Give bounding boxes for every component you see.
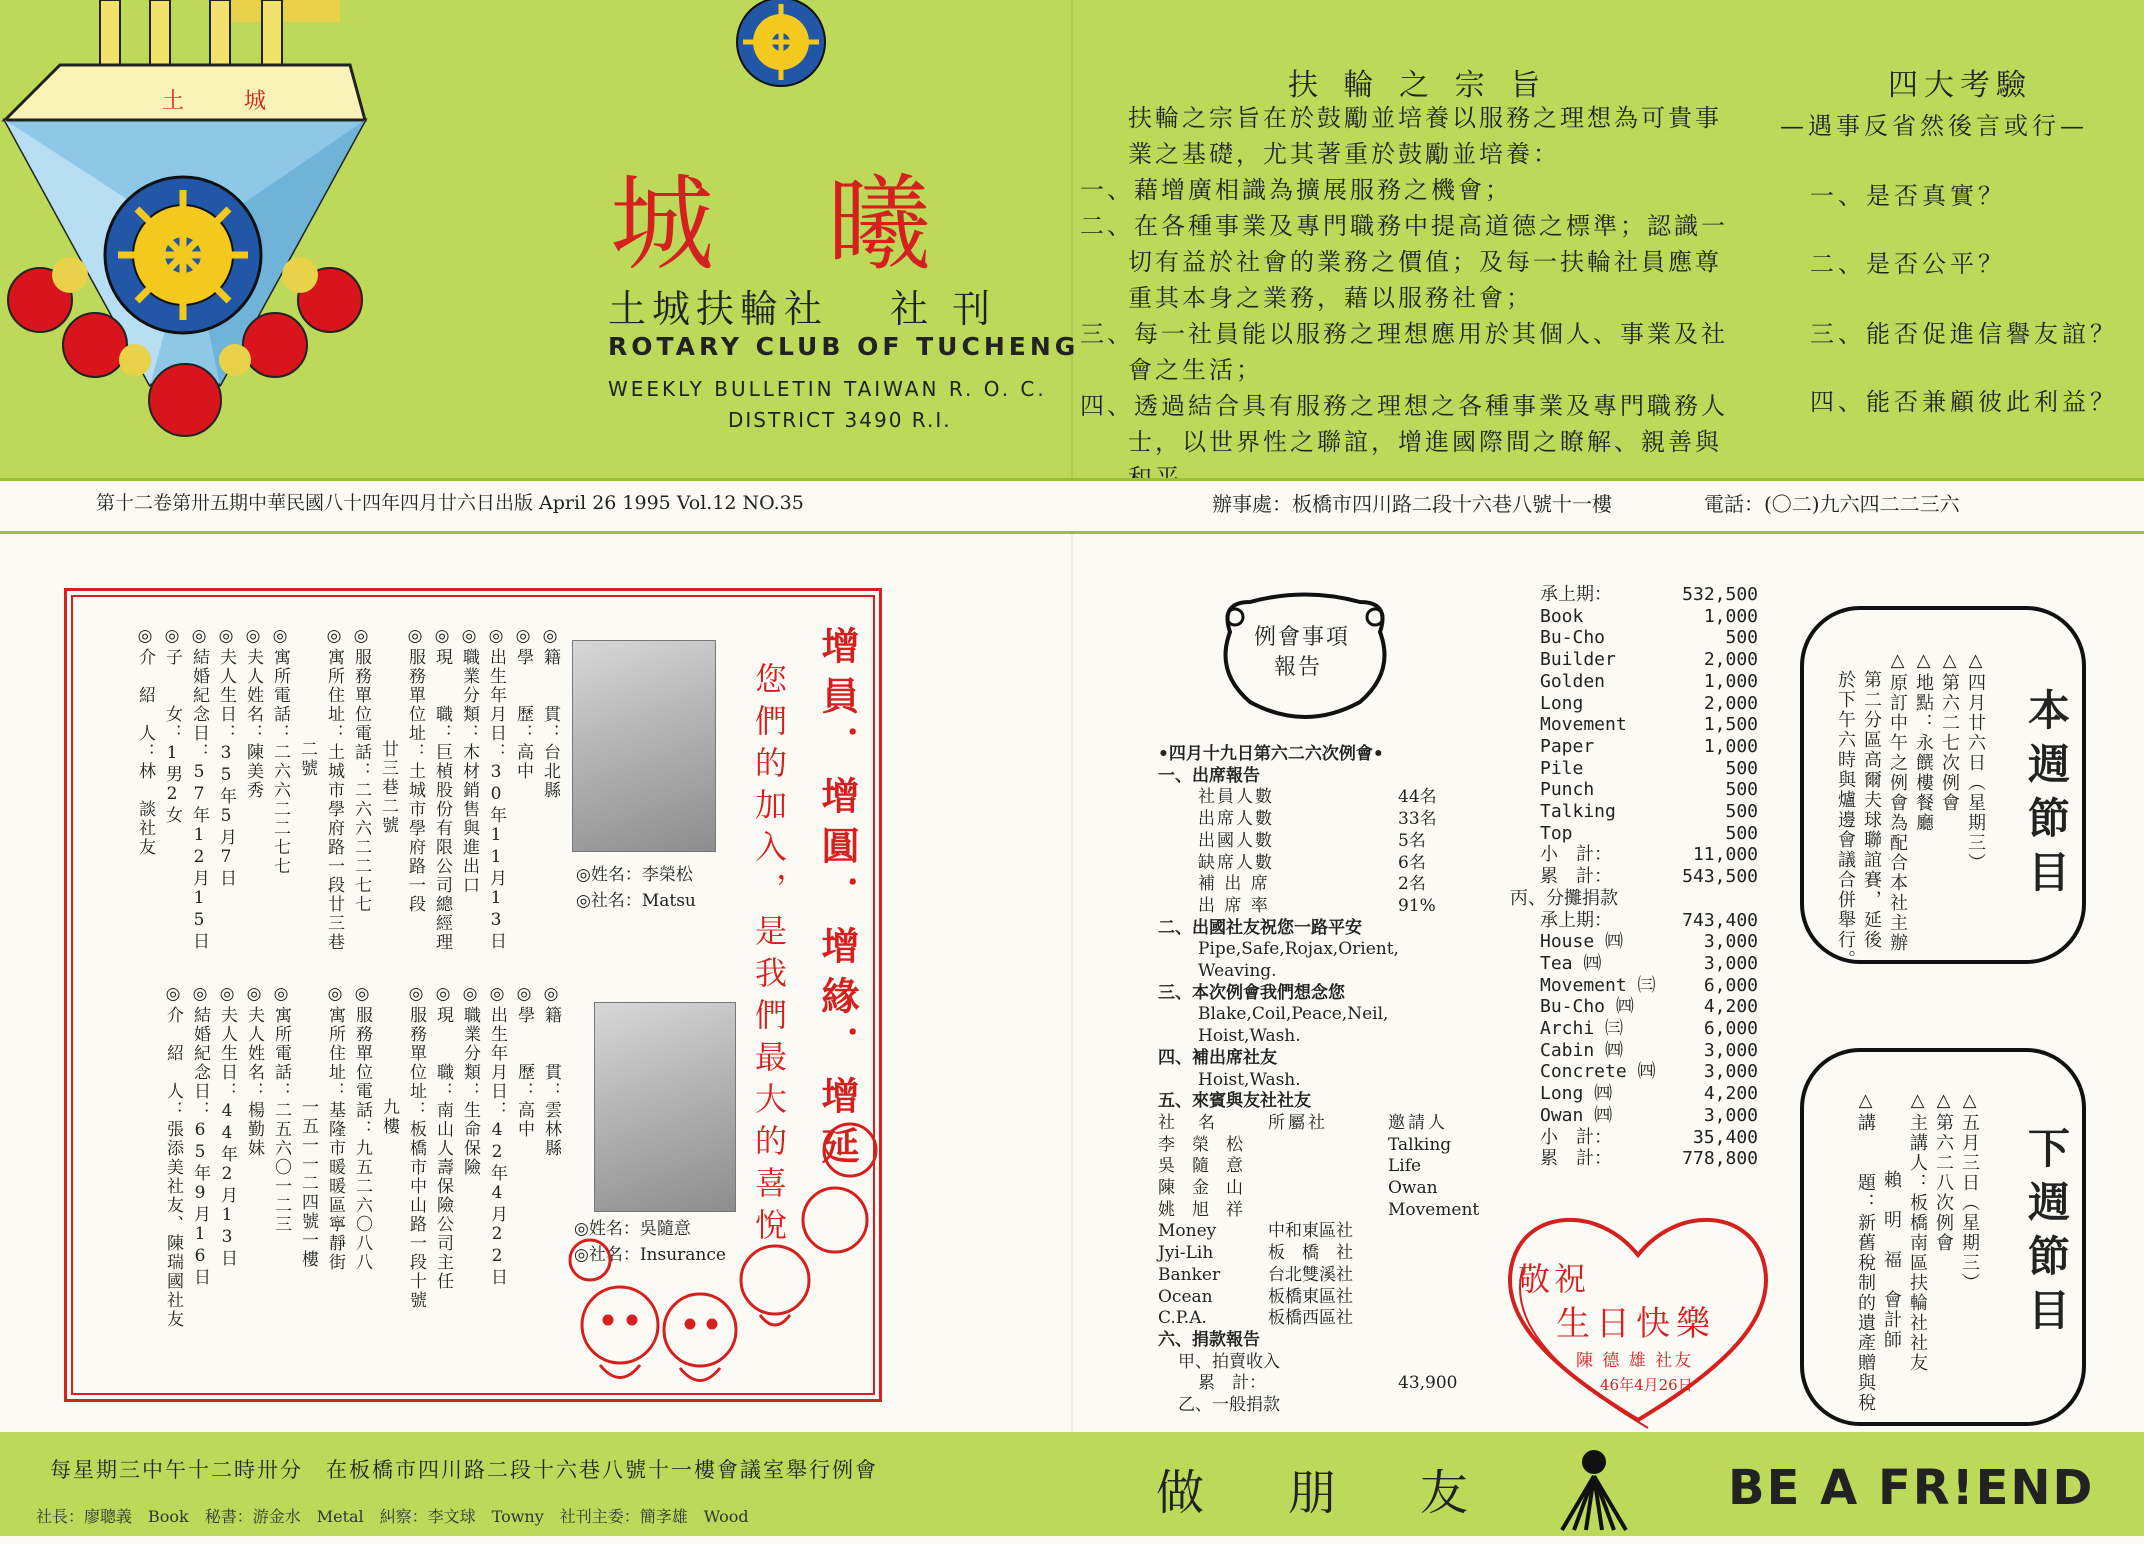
finance-row-value: 3,000	[1703, 1039, 1758, 1061]
member2-club-name: ◎社名：Insurance	[574, 1245, 726, 1265]
finance-row	[1510, 779, 1758, 801]
member2-detail-line: ◎寓所電話：二五六〇一二三	[271, 984, 291, 1234]
office-phone: 電話：(〇二)九六四二二三六	[1704, 492, 1960, 516]
mission-line: 三、每一社員能以服務之理想應用於其個人、事業及社	[1080, 320, 1728, 348]
this-week-line: 第二分區高爾夫球聯誼賽，延後	[1861, 650, 1882, 950]
sec4-line: Hoist,Wash.	[1198, 1069, 1301, 1090]
finance-row-value: 6,000	[1703, 1018, 1758, 1040]
mission-text	[1080, 100, 1728, 496]
sec6-a: 甲、拍賣收入	[1178, 1351, 1280, 1372]
member1-name: ◎姓名：李榮松	[576, 865, 693, 885]
guest-cell: 李 榮 松	[1158, 1134, 1243, 1155]
finance-row-value: 1,500	[1703, 714, 1758, 736]
guest-header-row	[1158, 1113, 1518, 1135]
member2-detail-line: ◎現 職：南山人壽保險公司主任	[433, 984, 453, 1291]
guest-row	[1158, 1243, 1518, 1265]
member1-detail-line: ◎夫人姓名：陳美秀	[243, 626, 263, 800]
finance-row-label: 承上期：	[1540, 584, 1612, 605]
emblem-char-2: 城	[244, 89, 327, 114]
member1-detail-line: ◎介 紹 人：林 談社友	[135, 626, 155, 857]
guest-cell: 中和東區社	[1268, 1221, 1353, 1242]
guest-header-cell: 邀請人	[1388, 1112, 1448, 1133]
attendance-value: 5名	[1398, 830, 1426, 851]
member2-detail-line: ◎職業分類：生命保險	[460, 984, 480, 1177]
attendance-label: 補 出 席	[1198, 874, 1270, 895]
finance-row	[1510, 1148, 1758, 1170]
attendance-value: 6名	[1398, 852, 1426, 873]
finance-row-label: Talking	[1540, 801, 1616, 823]
issue-line: 第十二卷第卅五期中華民國八十四年四月廿六日出版 April 26 1995 Vol.12 NO.35	[96, 492, 804, 514]
member1-club-name: ◎社名：Matsu	[576, 891, 696, 911]
finance-row-label: Tea ㈣	[1540, 952, 1602, 974]
sec3-line: Blake,Coil,Peace,Neil,	[1198, 1004, 1389, 1025]
masthead-title: 城 曦	[610, 163, 972, 285]
guest-cell: Jyi-Lih	[1158, 1243, 1214, 1264]
slogan-vertical-2: 您們的加入，是我們最大的喜悅	[750, 662, 788, 1250]
emblem-char-1: 土	[162, 89, 245, 114]
report-badge-line1: 例會事項	[1254, 625, 1351, 650]
finance-row	[1510, 736, 1758, 758]
sec6-total-value: 43,900	[1398, 1373, 1458, 1394]
this-week-line: △第六二七次例會	[1939, 650, 1960, 813]
guest-cell: Movement	[1388, 1199, 1480, 1220]
next-week-line: △主講人：板橋南區扶輪社社友	[1907, 1090, 1928, 1373]
attendance-row	[1158, 896, 1518, 918]
sec2-title: 二、出國社友祝您一路平安	[1158, 917, 1362, 938]
guest-cell	[1388, 1265, 1488, 1287]
member1-detail-line: ◎服務單位址：土城市學府路一段	[405, 626, 425, 914]
office-address: 辦事處：板橋市四川路二段十六巷八號十一樓	[1212, 492, 1612, 516]
member2-detail-line: ◎學 歷：高中	[514, 984, 534, 1139]
finance-row-value: 743,400	[1682, 909, 1758, 931]
finance-row	[1510, 996, 1758, 1018]
guest-cell: 陳 金 山	[1158, 1178, 1243, 1199]
guest-row	[1158, 1135, 1518, 1157]
guest-cell	[1388, 1243, 1488, 1265]
member1-detail-line: ◎寓所住址：土城市學府路一段廿三巷	[324, 626, 344, 952]
sec6-b: 乙、一般捐款	[1178, 1395, 1280, 1416]
guest-cell: 板橋東區社	[1268, 1286, 1353, 1307]
guest-cell	[1388, 1308, 1488, 1330]
finance-row-value: 500	[1725, 757, 1758, 779]
guest-cell: 吳 隨 意	[1158, 1156, 1243, 1177]
guest-cell	[1268, 1156, 1388, 1178]
finance-row	[1510, 714, 1758, 736]
finance-row-label: Owan ㈣	[1540, 1104, 1613, 1126]
sec3-line: Hoist,Wash.	[1198, 1026, 1301, 1047]
finance-row	[1510, 1083, 1758, 1105]
finance-row-value: 2,000	[1703, 692, 1758, 714]
guest-cell: Ocean	[1158, 1286, 1213, 1307]
next-week-details	[1852, 1090, 1982, 1413]
birthday-line2: 生日快樂	[1556, 1304, 1716, 1344]
finance-row-value: 500	[1725, 779, 1758, 801]
rotary-wheel-icon	[726, 0, 836, 100]
finance-row-label: Concrete ㈣	[1540, 1061, 1656, 1083]
mission-line: 業之基礎，尤其著重於鼓勵並培養：	[1128, 140, 1560, 168]
finance-row	[1510, 1018, 1758, 1040]
attendance-label: 缺席人數	[1198, 852, 1274, 873]
mission-line: 士，以世界性之聯誼，增進國際間之瞭解、親善與	[1128, 428, 1722, 456]
next-week-line: △講 題：新舊稅制的遺產贈與稅	[1855, 1090, 1876, 1413]
guest-cell: Life	[1388, 1156, 1422, 1177]
finance-row-value: 778,800	[1682, 1148, 1758, 1170]
attendance-label: 出國人數	[1198, 830, 1274, 851]
this-week-line: 於下午六時與爐邊會議合併舉行。	[1835, 650, 1856, 970]
motto-en: BE A FR!END	[1728, 1460, 2095, 1516]
mission-line: 扶輪之宗旨在於鼓勵並培養以服務之理想為可貴事	[1128, 104, 1722, 132]
finance-row	[1510, 910, 1758, 932]
guest-cell: 板 橋 社	[1268, 1243, 1353, 1264]
member1-detail-line: 廿三巷二號	[378, 626, 398, 835]
attendance-row	[1158, 874, 1518, 896]
sec5-title: 五、來賓與友社社友	[1158, 1091, 1311, 1112]
member2-detail-line: ◎籍 貫：雲林縣	[541, 984, 561, 1158]
guest-cell: 台北雙溪社	[1268, 1264, 1353, 1285]
guest-cell: Banker	[1158, 1264, 1221, 1285]
four-way-item-4: 四、能否兼顧彼此利益？	[1810, 388, 2118, 416]
birthday-line1: 敬祝	[1518, 1260, 1591, 1298]
finance-row-label: 小 計：	[1540, 1126, 1612, 1148]
guest-row	[1158, 1221, 1518, 1243]
emblem-chars	[162, 84, 326, 115]
cartoon-kids-illustration	[550, 1110, 880, 1400]
mission-title: 扶 輪 之 宗 旨	[1288, 68, 1549, 103]
member2-detail-line: ◎服務單位電話：九五二六〇八八	[352, 984, 372, 1272]
meeting-report	[1158, 744, 1518, 1417]
member2-detail-line: ◎夫人姓名：楊勤妹	[244, 984, 264, 1158]
four-way-title: 四大考驗	[1888, 68, 2032, 103]
finance-row-label: Top	[1540, 822, 1573, 844]
slogan-vertical-1: 增員．增圓．增緣．增延	[815, 626, 860, 1176]
member2-detail-line: ◎服務單位址：板橋市中山路一段十號	[406, 984, 426, 1310]
guest-cell	[1268, 1135, 1388, 1157]
member2-detail-line: ◎結婚紀念日：65年9月16日	[190, 984, 210, 1287]
member1-detail-line: ◎學 歷：高中	[513, 626, 533, 781]
attendance-value: 2名	[1398, 874, 1426, 895]
page-fold	[1071, 0, 1073, 1536]
finance-row	[1510, 649, 1758, 671]
sec6-total-row	[1158, 1373, 1518, 1395]
four-way-item-1: 一、是否真實？	[1810, 182, 2006, 210]
finance-row-label: Paper	[1540, 735, 1595, 757]
mission-line: 四、透過結合具有服務之理想之各種事業及專門職務人	[1080, 392, 1728, 420]
bulletin-line: WEEKLY BULLETIN TAIWAN R. O. C.	[608, 377, 1047, 401]
finance-row-label: 小 計：	[1540, 844, 1612, 866]
finance-row	[1510, 953, 1758, 975]
guest-header-cell: 所屬社	[1268, 1112, 1328, 1133]
sec4-title: 四、補出席社友	[1158, 1047, 1277, 1068]
finance-row-label: Pile	[1540, 757, 1584, 779]
attendance-label: 出 席 率	[1198, 895, 1270, 916]
finance-row-label: 承上期：	[1540, 909, 1612, 931]
member1-detail-line: ◎服務單位電話：二六六二二七七	[351, 626, 371, 914]
finance-row	[1510, 801, 1758, 823]
finance-row	[1510, 671, 1758, 693]
member-photo-1	[572, 640, 716, 852]
finance-row	[1510, 1061, 1758, 1083]
finance-row-value: 500	[1725, 801, 1758, 823]
finance-row-value: 11,000	[1692, 844, 1758, 866]
finance-row-label: Archi ㈢	[1540, 1018, 1624, 1040]
attendance-label: 社員人數	[1198, 787, 1274, 808]
attendance-value: 44名	[1398, 787, 1437, 808]
four-way-subtitle: —遇事反省然後言或行—	[1780, 112, 2088, 140]
finance-row-label: Bu-Cho ㈣	[1540, 996, 1634, 1018]
finance-row-label: Bu-Cho	[1540, 627, 1606, 649]
member1-detail-line: ◎現 職：巨楨股份有限公司總經理	[432, 626, 452, 952]
member1-detail-line: ◎籍 貫：台北縣	[540, 626, 560, 800]
member1-detail-line: ◎寓所電話：二六六二二七七	[270, 626, 290, 876]
finance-row-value: 3,000	[1703, 1104, 1758, 1126]
finance-row	[1510, 627, 1758, 649]
finance-row-label: 累 計：	[1540, 866, 1612, 888]
club-name-en: ROTARY CLUB OF TUCHENG	[608, 332, 1080, 361]
this-week-line: △四月廿六日（星期三）	[1965, 650, 1986, 873]
finance-row-label: Golden	[1540, 670, 1606, 692]
finance-report	[1510, 584, 1758, 1170]
guest-cell: 板橋西區社	[1268, 1308, 1353, 1329]
guest-row	[1158, 1308, 1518, 1330]
finance-row-value: 4,200	[1703, 1083, 1758, 1105]
mission-line: 二、在各種事業及專門職務中提高道德之標準；認識一	[1080, 212, 1728, 240]
member2-name: ◎姓名：吳隨意	[574, 1219, 691, 1239]
four-way-item-3: 三、能否促進信譽友誼？	[1810, 320, 2118, 348]
finance-row-label: House ㈣	[1540, 931, 1624, 953]
finance-row	[1510, 866, 1758, 888]
club-name-cn: 土城扶輪社 社 刊	[608, 287, 997, 331]
sec2-line: Pipe,Safe,Rojax,Orient,	[1198, 939, 1399, 960]
finance-row-value: 500	[1725, 822, 1758, 844]
guest-row	[1158, 1178, 1518, 1200]
member2-detail-line: ◎夫人生日：44年2月13日	[217, 984, 237, 1268]
guest-row	[1158, 1156, 1518, 1178]
guest-cell: Talking	[1388, 1134, 1452, 1155]
finance-row-label: Movement	[1540, 714, 1627, 736]
finance-row-label: Punch	[1540, 779, 1595, 801]
mission-line: 會之生活；	[1128, 356, 1263, 384]
four-way-item-2: 二、是否公平？	[1810, 250, 2006, 278]
finance-row	[1510, 975, 1758, 997]
member1-detail-line: ◎子 女：1男2女	[162, 626, 182, 825]
sec3-title: 三、本次例會我們想念您	[1158, 982, 1345, 1003]
finance-row-value: 532,500	[1682, 584, 1758, 605]
finance-row-label: Book	[1540, 605, 1584, 627]
member1-detail-line: ◎夫人生日：35年5月7日	[216, 626, 236, 888]
finance-row-value: 543,500	[1682, 866, 1758, 888]
finance-row-label: 累 計：	[1540, 1148, 1612, 1170]
next-week-line: 賴 明 福 會計師	[1881, 1090, 1902, 1350]
guest-row	[1158, 1287, 1518, 1309]
mission-line: 重其本身之業務，藉以服務社會；	[1128, 284, 1533, 312]
guest-cell: 姚 旭 祥	[1158, 1199, 1243, 1220]
officers-line: 社長：廖聰義 Book 秘書：游金水 Metal 糾察：李文球 Towny 社刊主委：簡斈雄 Wood	[36, 1507, 749, 1526]
mission-line: 切有益於社會的業務之價值；及每一扶輪社員應尊	[1128, 248, 1722, 276]
next-week-line: △五月三日（星期三）	[1959, 1090, 1980, 1293]
meeting-schedule: 每星期三中午十二時卅分 在板橋市四川路二段十六巷八號十一樓會議室舉行例會	[50, 1458, 878, 1482]
finance-row	[1510, 823, 1758, 845]
finance-row	[1510, 931, 1758, 953]
member1-detail-line: ◎職業分類：木材銷售與進出口	[459, 626, 479, 895]
guest-cell: C.P.A.	[1158, 1308, 1207, 1329]
attendance-row	[1158, 809, 1518, 831]
guest-cell	[1268, 1178, 1388, 1200]
rotary-beam-icon	[1554, 1446, 1634, 1532]
attendance-value: 91%	[1398, 895, 1436, 916]
guest-row	[1158, 1200, 1518, 1222]
finance-row-value: 1,000	[1703, 735, 1758, 757]
guest-cell	[1268, 1200, 1388, 1222]
motto-cn: 做 朋 友	[1156, 1465, 1487, 1521]
finance-row-label: Long ㈣	[1540, 1083, 1613, 1105]
member1-detail-line: ◎結婚紀念日：57年12月15日	[189, 626, 209, 951]
this-week-title: 本週節目	[2022, 688, 2071, 904]
birthday-member: 陳 德 雄 社友	[1576, 1351, 1694, 1371]
member2-detail-line: 九樓	[379, 984, 399, 1136]
guest-cell: Money	[1158, 1221, 1217, 1242]
next-week-title: 下週節目	[2022, 1126, 2071, 1342]
attendance-row	[1158, 787, 1518, 809]
member2-detail-line: ◎介 紹 人：張添美社友、陳瑞國社友	[163, 984, 183, 1329]
sec6-total-label: 累 計：	[1198, 1373, 1266, 1394]
report-badge-line2: 報告	[1274, 655, 1323, 680]
finance-row-value: 1,000	[1703, 670, 1758, 692]
attendance-row	[1158, 831, 1518, 853]
member1-detail-line: ◎出生年月日：30年11月13日	[486, 626, 506, 951]
finance-row-label: Long	[1540, 692, 1584, 714]
this-week-line: △地點：永饌樓餐廳	[1913, 650, 1934, 833]
finance-row	[1510, 1127, 1758, 1149]
this-week-line: △原訂中午之例會為配合本社主辦	[1887, 650, 1908, 953]
next-week-line: △第六二八次例會	[1933, 1090, 1954, 1253]
finance-row-value: 3,000	[1703, 1061, 1758, 1083]
finance-row-value: 3,000	[1703, 952, 1758, 974]
mission-line: 一、藉增廣相識為擴展服務之機會；	[1080, 176, 1512, 204]
guest-cell	[1388, 1221, 1488, 1243]
sec2-line: Weaving.	[1198, 961, 1277, 982]
finance-row-label: Cabin ㈣	[1540, 1039, 1624, 1061]
member2-detail-line: ◎寓所住址：基隆市暖暖區寧靜街	[325, 984, 345, 1272]
member1-detail-line: 二號	[297, 626, 317, 778]
finance-row	[1510, 693, 1758, 715]
finance-row-value: 4,200	[1703, 996, 1758, 1018]
attendance-row	[1158, 853, 1518, 875]
attendance-title: 一、出席報告	[1158, 765, 1260, 786]
member2-detail-line: ◎出生年月日：42年4月22日	[487, 984, 507, 1287]
finance-row-label: Movement ㈢	[1540, 974, 1656, 996]
report-heading: •四月十九日第六二六次例會•	[1158, 744, 1384, 764]
finance-row-value: 3,000	[1703, 931, 1758, 953]
sec6-title: 六、捐款報告	[1158, 1329, 1260, 1350]
finance-row	[1510, 844, 1758, 866]
finance-row	[1510, 1040, 1758, 1062]
finance-section-c-title: 丙、分攤捐款	[1510, 887, 1618, 909]
member2-detail-line: 一五一一二四號一樓	[298, 984, 318, 1269]
finance-row-label: Builder	[1540, 649, 1616, 671]
birthday-date: 46年4月26日	[1600, 1376, 1693, 1394]
finance-row	[1510, 758, 1758, 780]
finance-row-value: 500	[1725, 627, 1758, 649]
attendance-value: 33名	[1398, 809, 1437, 830]
guest-header-cell: 社 名	[1158, 1112, 1218, 1133]
guest-cell: Owan	[1388, 1178, 1438, 1199]
finance-row	[1510, 606, 1758, 628]
district-line: DISTRICT 3490 R.I.	[728, 408, 952, 432]
finance-row-value: 2,000	[1703, 649, 1758, 671]
guest-row	[1158, 1265, 1518, 1287]
guest-cell	[1388, 1287, 1488, 1309]
this-week-details	[1832, 650, 1988, 970]
finance-row-value: 1,000	[1703, 605, 1758, 627]
finance-row	[1510, 1105, 1758, 1127]
finance-row-value: 6,000	[1703, 974, 1758, 996]
attendance-label: 出席人數	[1198, 809, 1274, 830]
finance-row-value: 35,400	[1692, 1126, 1758, 1148]
finance-row	[1510, 584, 1758, 606]
diamond-emblem-logo	[0, 0, 380, 440]
